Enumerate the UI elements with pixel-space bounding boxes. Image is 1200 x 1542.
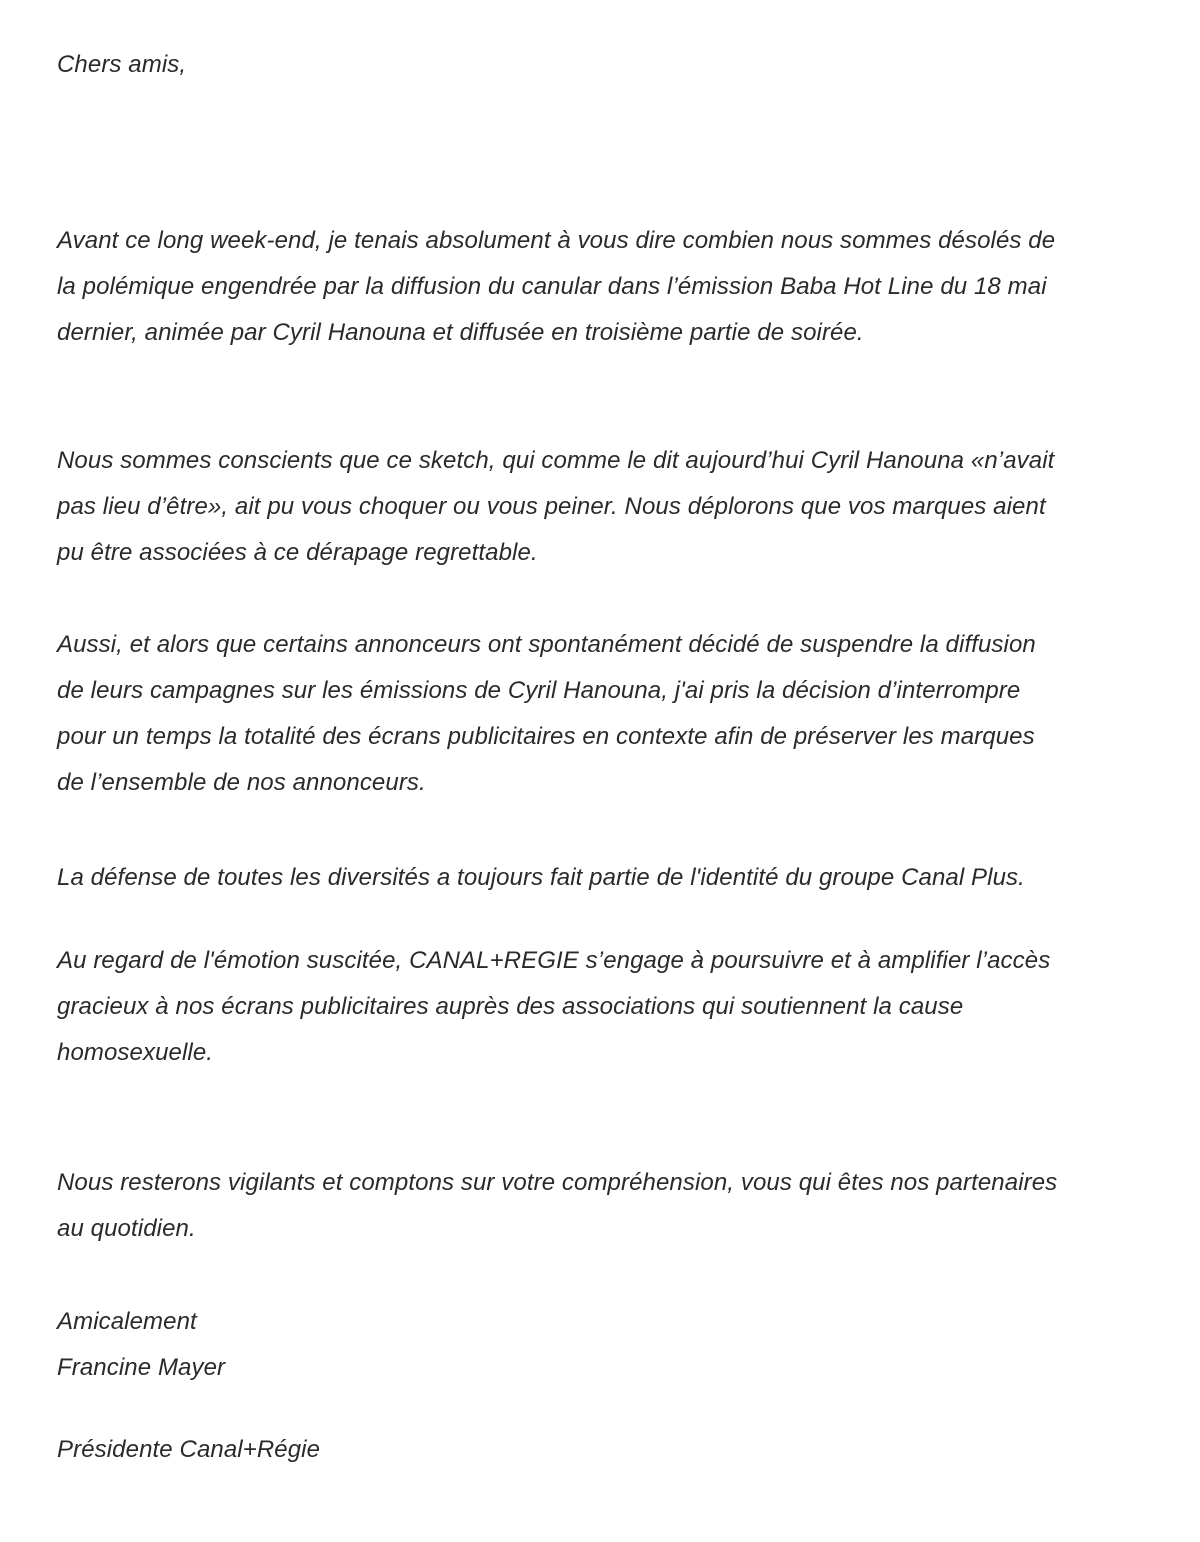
paragraph-line: Nous sommes conscients que ce sketch, qui comme le dit aujourd’hui Cyril Hanouna «n’avait <box>57 447 1055 474</box>
paragraph-line: Nous resterons vigilants et comptons sur votre compréhension, vous qui êtes nos partenaires <box>57 1169 1058 1196</box>
paragraph-line: pas lieu d’être», ait pu vous choquer ou vous peiner. Nous déplorons que vos marques aient <box>57 493 1046 520</box>
paragraph-line: homosexuelle. <box>57 1039 214 1066</box>
paragraph-line: de l’ensemble de nos annonceurs. <box>57 769 426 796</box>
paragraph-line: dernier, animée par Cyril Hanouna et diffusée en troisième partie de soirée. <box>57 319 864 346</box>
closing-block <box>57 1299 225 1391</box>
signature-name: Francine Mayer <box>57 1354 226 1381</box>
paragraph-vigilance <box>57 1160 1057 1252</box>
paragraph-line: au quotidien. <box>57 1215 196 1242</box>
salutation: Chers amis, <box>57 51 187 78</box>
paragraph-line: pu être associées à ce dérapage regrettable. <box>57 539 538 566</box>
paragraph-diversity <box>57 855 1025 901</box>
signature-title-block <box>57 1427 320 1473</box>
paragraph-advertisers <box>57 622 1036 806</box>
paragraph-sketch <box>57 438 1054 576</box>
paragraph-line: gracieux à nos écrans publicitaires auprès des associations qui soutiennent la cause <box>57 993 964 1020</box>
paragraph-line: Avant ce long week-end, je tenais absolument à vous dire combien nous sommes désolés de <box>57 227 1056 254</box>
closing: Amicalement <box>57 1308 197 1335</box>
paragraph-line: de leurs campagnes sur les émissions de Cyril Hanouna, j'ai pris la décision d’interrompre <box>57 677 1021 704</box>
paragraph-line: Aussi, et alors que certains annonceurs ont spontanément décidé de suspendre la diffusion <box>57 631 1036 658</box>
paragraph-line: Au regard de l'émotion suscitée, CANAL+REGIE s’engage à poursuivre et à amplifier l’accès <box>57 947 1051 974</box>
paragraph-commitment <box>57 938 1050 1076</box>
paragraph-line: La défense de toutes les diversités a toujours fait partie de l'identité du groupe Canal Plus. <box>57 864 1025 891</box>
signature-title: Présidente Canal+Régie <box>57 1436 321 1463</box>
paragraph-line: la polémique engendrée par la diffusion du canular dans l’émission Baba Hot Line du 18 mai <box>57 273 1047 300</box>
paragraph-apology <box>57 218 1055 356</box>
paragraph-line: pour un temps la totalité des écrans publicitaires en contexte afin de préserver les marques <box>57 723 1035 750</box>
